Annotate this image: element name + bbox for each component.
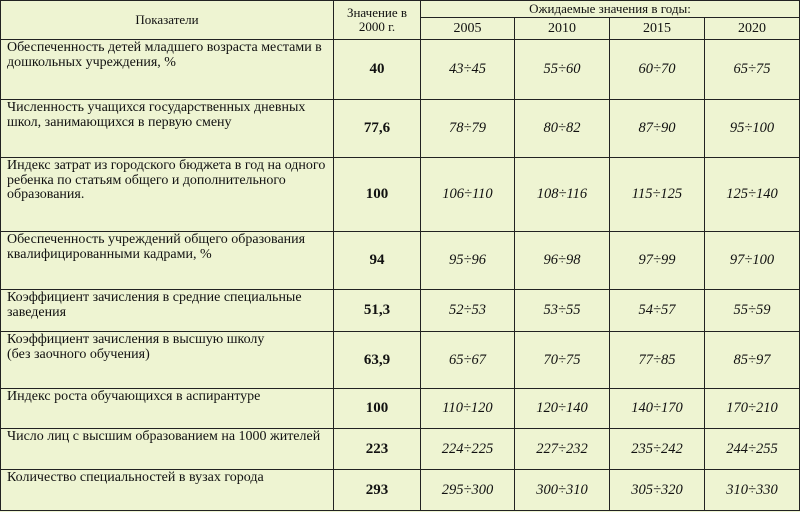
value-2000: 94	[334, 232, 421, 290]
table-row	[1, 232, 800, 290]
header-year: 2005	[421, 18, 515, 40]
row-label: Обеспеченность детей младшего возраста местами в дошкольных учреждения, %	[1, 40, 334, 100]
expected-value: 300÷310	[515, 470, 610, 511]
header-indicators: Показатели	[1, 1, 334, 40]
expected-value: 65÷67	[421, 332, 515, 389]
expected-value: 53÷55	[515, 290, 610, 332]
header-year: 2020	[705, 18, 800, 40]
value-2000: 40	[334, 40, 421, 100]
expected-value: 96÷98	[515, 232, 610, 290]
value-2000: 100	[334, 158, 421, 232]
table-row	[1, 389, 800, 429]
table-row	[1, 290, 800, 332]
row-label: Коэффициент зачисления в средние специальные заведения	[1, 290, 334, 332]
expected-value: 310÷330	[705, 470, 800, 511]
table-row	[1, 40, 800, 100]
expected-value: 85÷97	[705, 332, 800, 389]
expected-value: 77÷85	[610, 332, 705, 389]
expected-value: 110÷120	[421, 389, 515, 429]
value-2000: 100	[334, 389, 421, 429]
expected-value: 65÷75	[705, 40, 800, 100]
expected-value: 224÷225	[421, 429, 515, 470]
value-2000: 77,6	[334, 100, 421, 158]
expected-value: 78÷79	[421, 100, 515, 158]
expected-value: 55÷60	[515, 40, 610, 100]
expected-value: 80÷82	[515, 100, 610, 158]
expected-value: 125÷140	[705, 158, 800, 232]
expected-value: 54÷57	[610, 290, 705, 332]
header-value-2000: Значение в 2000 г.	[334, 1, 421, 40]
expected-value: 43÷45	[421, 40, 515, 100]
value-2000: 51,3	[334, 290, 421, 332]
row-label: Численность учащихся государственных дневных школ, занимающихся в первую смену	[1, 100, 334, 158]
expected-value: 95÷100	[705, 100, 800, 158]
row-label: Индекс роста обучающихся в аспирантуре	[1, 389, 334, 429]
expected-value: 106÷110	[421, 158, 515, 232]
row-label: Количество специальностей в вузах города	[1, 470, 334, 511]
expected-value: 70÷75	[515, 332, 610, 389]
expected-value: 115÷125	[610, 158, 705, 232]
expected-value: 87÷90	[610, 100, 705, 158]
row-label: Обеспеченность учреждений общего образования квалифицированными кадрами, %	[1, 232, 334, 290]
expected-value: 295÷300	[421, 470, 515, 511]
row-label: Коэффициент зачисления в высшую школу (без заочного обучения)	[1, 332, 334, 389]
header-year: 2015	[610, 18, 705, 40]
expected-value: 97÷99	[610, 232, 705, 290]
table-row	[1, 100, 800, 158]
expected-value: 60÷70	[610, 40, 705, 100]
table-row	[1, 332, 800, 389]
table-row	[1, 158, 800, 232]
table-row	[1, 470, 800, 511]
expected-value: 305÷320	[610, 470, 705, 511]
row-label: Число лиц с высшим образованием на 1000 жителей	[1, 429, 334, 470]
header-expected: Ожидаемые значения в годы:	[421, 1, 800, 18]
value-2000: 223	[334, 429, 421, 470]
expected-value: 244÷255	[705, 429, 800, 470]
expected-value: 55÷59	[705, 290, 800, 332]
value-2000: 63,9	[334, 332, 421, 389]
expected-value: 170÷210	[705, 389, 800, 429]
expected-value: 108÷116	[515, 158, 610, 232]
expected-value: 52÷53	[421, 290, 515, 332]
header-year: 2010	[515, 18, 610, 40]
table-row	[1, 429, 800, 470]
expected-value: 235÷242	[610, 429, 705, 470]
expected-value: 227÷232	[515, 429, 610, 470]
expected-value: 120÷140	[515, 389, 610, 429]
expected-value: 140÷170	[610, 389, 705, 429]
value-2000: 293	[334, 470, 421, 511]
expected-value: 97÷100	[705, 232, 800, 290]
row-label: Индекс затрат из городского бюджета в год на одного ребенка по статьям общего и дополнительного образования.	[1, 158, 334, 232]
expected-value: 95÷96	[421, 232, 515, 290]
